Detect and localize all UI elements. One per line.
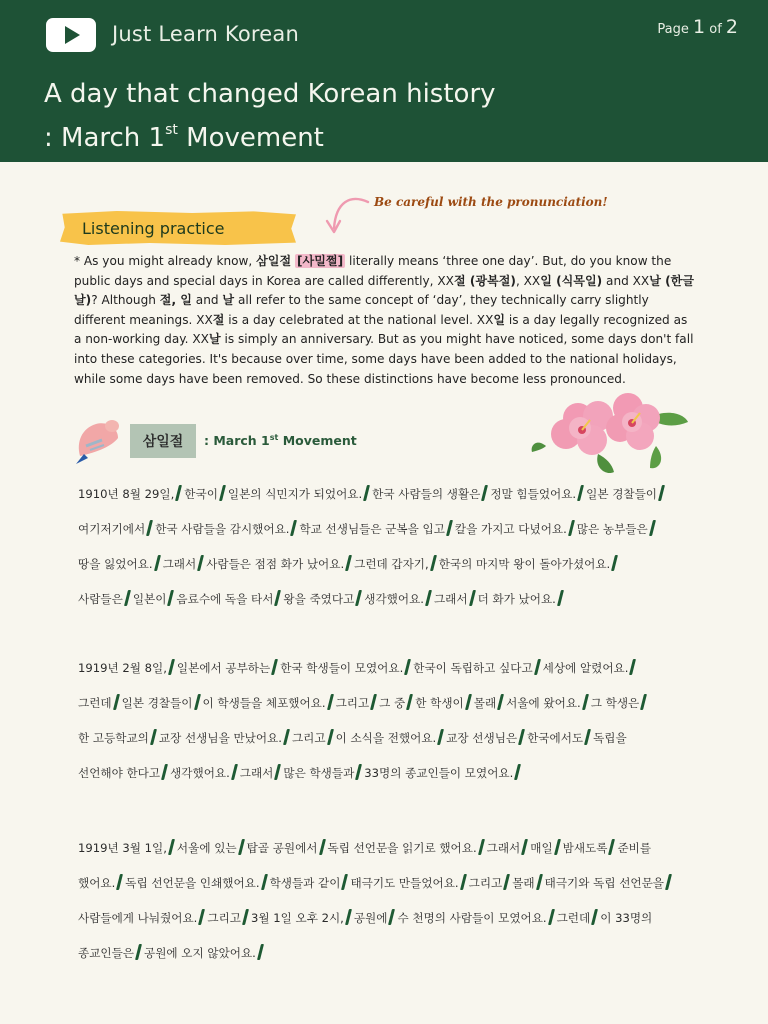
chunk-divider [568, 520, 575, 536]
korean-chunk: 정말 힘들었어요. [490, 487, 577, 501]
chunk-divider [345, 909, 352, 925]
korean-chunk: 그리고 [291, 731, 326, 745]
korean-chunk: 그 학생은 [590, 696, 640, 710]
korean-chunk: 일본 경찰들이 [586, 487, 658, 501]
chunk-divider [161, 764, 168, 780]
korean-chunk: 그래서 [239, 766, 274, 780]
korean-chunk: 그런데 [556, 911, 591, 925]
korean-line [78, 554, 718, 574]
chunk-divider [430, 555, 437, 571]
page-title [44, 76, 496, 156]
page-sep: of [709, 22, 722, 37]
korean-chunk: 그리고 [468, 876, 503, 890]
korean-chunk: 일본의 식민지가 되었어요. [227, 487, 363, 501]
korean-chunk: 땅을 잃었어요. [78, 557, 153, 571]
korean-chunk: 그런데 [78, 696, 112, 710]
chunk-divider [497, 694, 504, 710]
chunk-divider [274, 590, 281, 606]
chunk-divider [283, 729, 290, 745]
chunk-divider [548, 909, 555, 925]
korean-chunk: 수 천명의 사람들이 모였어요. [397, 911, 547, 925]
chunk-divider [611, 555, 618, 571]
korean-chunk: 한국이 독립하고 싶다고 [413, 661, 533, 675]
figure-illustration-icon [72, 412, 124, 468]
korean-chunk: 사람들에게 나눠줬어요. [78, 911, 198, 925]
korean-chunk: 음료수에 독을 타서 [176, 592, 274, 606]
chunk-divider [406, 694, 413, 710]
korean-chunk: 그리고 [207, 911, 241, 925]
chunk-divider [197, 555, 204, 571]
korean-chunk: 칼을 가지고 다녔어요. [454, 522, 567, 536]
page-current: 1 [693, 16, 706, 38]
korean-chunk: 종교인들은 [78, 946, 134, 960]
pronunciation-callout: Be careful with the pronunciation! [374, 195, 608, 209]
korean-chunk: 많은 농부들은 [576, 522, 648, 536]
chunk-divider [257, 944, 264, 960]
chunk-divider [658, 485, 665, 501]
korean-chunk: 1910년 8월 29일, [78, 487, 175, 501]
korean-chunk: 생각했어요. [364, 592, 424, 606]
pink-arrow-icon [318, 192, 376, 240]
korean-chunk: 서울에 왔어요. [506, 696, 581, 710]
korean-chunk: 몰래 [512, 876, 535, 890]
chunk-divider [521, 839, 528, 855]
korean-chunk: 독립을 [593, 731, 627, 745]
chunk-divider [503, 874, 510, 890]
korean-chunk: 한국 학생들이 모였어요. [280, 661, 404, 675]
chunk-divider [238, 839, 245, 855]
chunk-divider [219, 485, 226, 501]
listening-paragraph: * As you might already know, 삼일절 [사밀쩔] literally means ‘three one day’. But, do you know the public days and special days in Korea are called differently, XX절 (광복절), XX일 (식목일) and XX날 (한글날)? Although 절, 일 and 날 all refer to the same concept of ‘day’, they technically carry slightly different meanings. XX절 is a day celebrated at the national level. XX일 is a day legally recognized as a non-working day. XX날 is simply an anniversary. But as you might have noticed, some days don't fall into these categories. It's because over time, some days have been added to the national holidays, while some days have been removed. So these distinctions have become less pronounced. [74, 254, 695, 386]
korean-chunk: 한국의 마지막 왕이 돌아가셨어요. [438, 557, 611, 571]
korean-chunk: 한국에서도 [527, 731, 584, 745]
korean-chunk: 그 중 [379, 696, 406, 710]
section-label: : March 1st Movement [204, 433, 357, 448]
korean-chunk: 생각했어요. [170, 766, 230, 780]
korean-line [78, 943, 718, 963]
youtube-play-icon[interactable] [46, 18, 96, 52]
korean-chunk: 더 화가 났어요. [477, 592, 556, 606]
korean-chunk: 한국 사람들의 생활은 [372, 487, 481, 501]
korean-chunk: 선언해야 한다고 [78, 766, 161, 780]
hibiscus-flowers-icon [528, 388, 690, 478]
korean-line [78, 728, 718, 748]
chunk-divider [404, 659, 411, 675]
chunk-divider [319, 839, 326, 855]
korean-line [78, 519, 718, 539]
chunk-divider [274, 764, 281, 780]
korean-chunk: 교장 선생님을 만났어요. [158, 731, 282, 745]
korean-chunk: 몰래 [473, 696, 497, 710]
korean-chunk: 그래서 [486, 841, 521, 855]
korean-line [78, 484, 718, 504]
title-line-2: : March 1st Movement [44, 122, 324, 153]
chunk-divider [198, 909, 205, 925]
korean-chunk: 한국이 [184, 487, 218, 501]
page-indicator [657, 16, 738, 38]
chunk-divider [584, 729, 591, 745]
chunk-divider [150, 729, 157, 745]
korean-chunk: 일본이 [132, 592, 167, 606]
chunk-divider [388, 909, 395, 925]
chunk-divider [271, 659, 278, 675]
chunk-divider [557, 590, 564, 606]
korean-chunk: 1919년 3월 1일, [78, 841, 167, 855]
korean-chunk: 1919년 2월 8일, [78, 661, 167, 675]
chunk-divider [135, 944, 142, 960]
korean-chunk: 준비를 [617, 841, 652, 855]
korean-chunk: 독립 선언문을 읽기로 했어요. [327, 841, 477, 855]
chunk-divider [124, 590, 131, 606]
korean-chunk: 탑골 공원에서 [246, 841, 318, 855]
chunk-divider [478, 839, 485, 855]
korean-line [78, 763, 718, 783]
korean-chunk: 그리고 [335, 696, 370, 710]
korean-chunk: 했어요. [78, 876, 116, 890]
chunk-divider [591, 909, 598, 925]
korean-chunk: 세상에 알렸어요. [542, 661, 629, 675]
chunk-divider [460, 874, 467, 890]
korean-line [78, 658, 718, 678]
korean-chunk: 독립 선언문을 인쇄했어요. [125, 876, 260, 890]
korean-chunk: 한 학생이 [415, 696, 464, 710]
korean-chunk: 교장 선생님은 [446, 731, 518, 745]
korean-chunk: 이 소식을 전했어요. [335, 731, 437, 745]
chunk-divider [116, 874, 123, 890]
chunk-divider [514, 764, 521, 780]
korean-line [78, 908, 718, 928]
chunk-divider [629, 659, 636, 675]
chunk-divider [446, 520, 453, 536]
korean-chunk: 매일 [530, 841, 553, 855]
chunk-divider [363, 485, 370, 501]
chunk-divider [113, 694, 120, 710]
chunk-divider [608, 839, 615, 855]
chunk-divider [242, 909, 249, 925]
chunk-divider [168, 659, 175, 675]
chunk-divider [261, 874, 268, 890]
korean-chunk: 공원에 오지 않았어요. [144, 946, 256, 960]
chunk-divider [481, 485, 488, 501]
korean-chunk: 한국 사람들을 감시했어요. [155, 522, 290, 536]
korean-chunk: 그래서 [162, 557, 197, 571]
chunk-divider [355, 590, 362, 606]
korean-chunk: 일본 경찰들이 [121, 696, 193, 710]
chunk-divider [168, 839, 175, 855]
korean-chunk: 사람들은 [78, 592, 123, 606]
korean-line [78, 838, 718, 858]
korean-chunk: 여기저기에서 [78, 522, 146, 536]
chunk-divider [345, 555, 352, 571]
chunk-divider [536, 874, 543, 890]
korean-line [78, 693, 718, 713]
chunk-divider [582, 694, 589, 710]
chunk-divider [175, 485, 182, 501]
chunk-divider [554, 839, 561, 855]
korean-chunk: 학교 선생님들은 군복을 입고 [299, 522, 445, 536]
korean-chunk: 사람들은 점점 화가 났어요. [206, 557, 345, 571]
korean-chunk: 태극기와 독립 선언문을 [544, 876, 665, 890]
korean-chunk: 왕을 죽였다고 [283, 592, 355, 606]
page-total: 2 [725, 16, 738, 38]
korean-chunk: 이 33명의 [600, 911, 653, 925]
chunk-divider [437, 729, 444, 745]
chunk-divider [465, 694, 472, 710]
chunk-divider [649, 520, 656, 536]
chunk-divider [518, 729, 525, 745]
channel-name[interactable]: Just Learn Korean [112, 22, 299, 46]
korean-chunk: 학생들과 같이 [269, 876, 341, 890]
korean-chunk: 공원에 [353, 911, 388, 925]
korean-line [78, 589, 718, 609]
chunk-divider [370, 694, 377, 710]
korean-chunk: 한 고등학교의 [78, 731, 149, 745]
page-prefix: Page [657, 22, 689, 37]
chunk-divider [146, 520, 153, 536]
chunk-divider [341, 874, 348, 890]
pronunciation-highlight: [사밀쩔] [297, 254, 344, 268]
chunk-divider [640, 694, 647, 710]
chunk-divider [425, 590, 432, 606]
korean-chunk: 그런데 갑자기, [354, 557, 429, 571]
korean-chunk: 밤새도록 [562, 841, 608, 855]
korean-chunk: 그래서 [433, 592, 468, 606]
chunk-divider [327, 694, 334, 710]
section-tag: 삼일절 [130, 424, 196, 458]
chunk-divider [231, 764, 238, 780]
title-line-1: A day that changed Korean history [44, 79, 496, 109]
korean-line [78, 873, 718, 893]
chunk-divider [534, 659, 541, 675]
chunk-divider [665, 874, 672, 890]
korean-chunk: 이 학생들을 체포했어요. [202, 696, 326, 710]
chunk-divider [469, 590, 476, 606]
korean-chunk: 3월 1일 오후 2시, [250, 911, 344, 925]
chunk-divider [194, 694, 201, 710]
page-header [0, 0, 768, 162]
chunk-divider [327, 729, 334, 745]
chunk-divider [577, 485, 584, 501]
korean-chunk: 33명의 종교인들이 모였어요. [364, 766, 514, 780]
chunk-divider [290, 520, 297, 536]
chunk-divider [355, 764, 362, 780]
listening-label: Listening practice [82, 219, 225, 238]
korean-chunk: 태극기도 만들었어요. [350, 876, 459, 890]
chunk-divider [167, 590, 174, 606]
korean-chunk: 서울에 있는 [176, 841, 237, 855]
korean-chunk: 많은 학생들과 [283, 766, 355, 780]
korean-chunk: 일본에서 공부하는 [176, 661, 271, 675]
chunk-divider [154, 555, 161, 571]
